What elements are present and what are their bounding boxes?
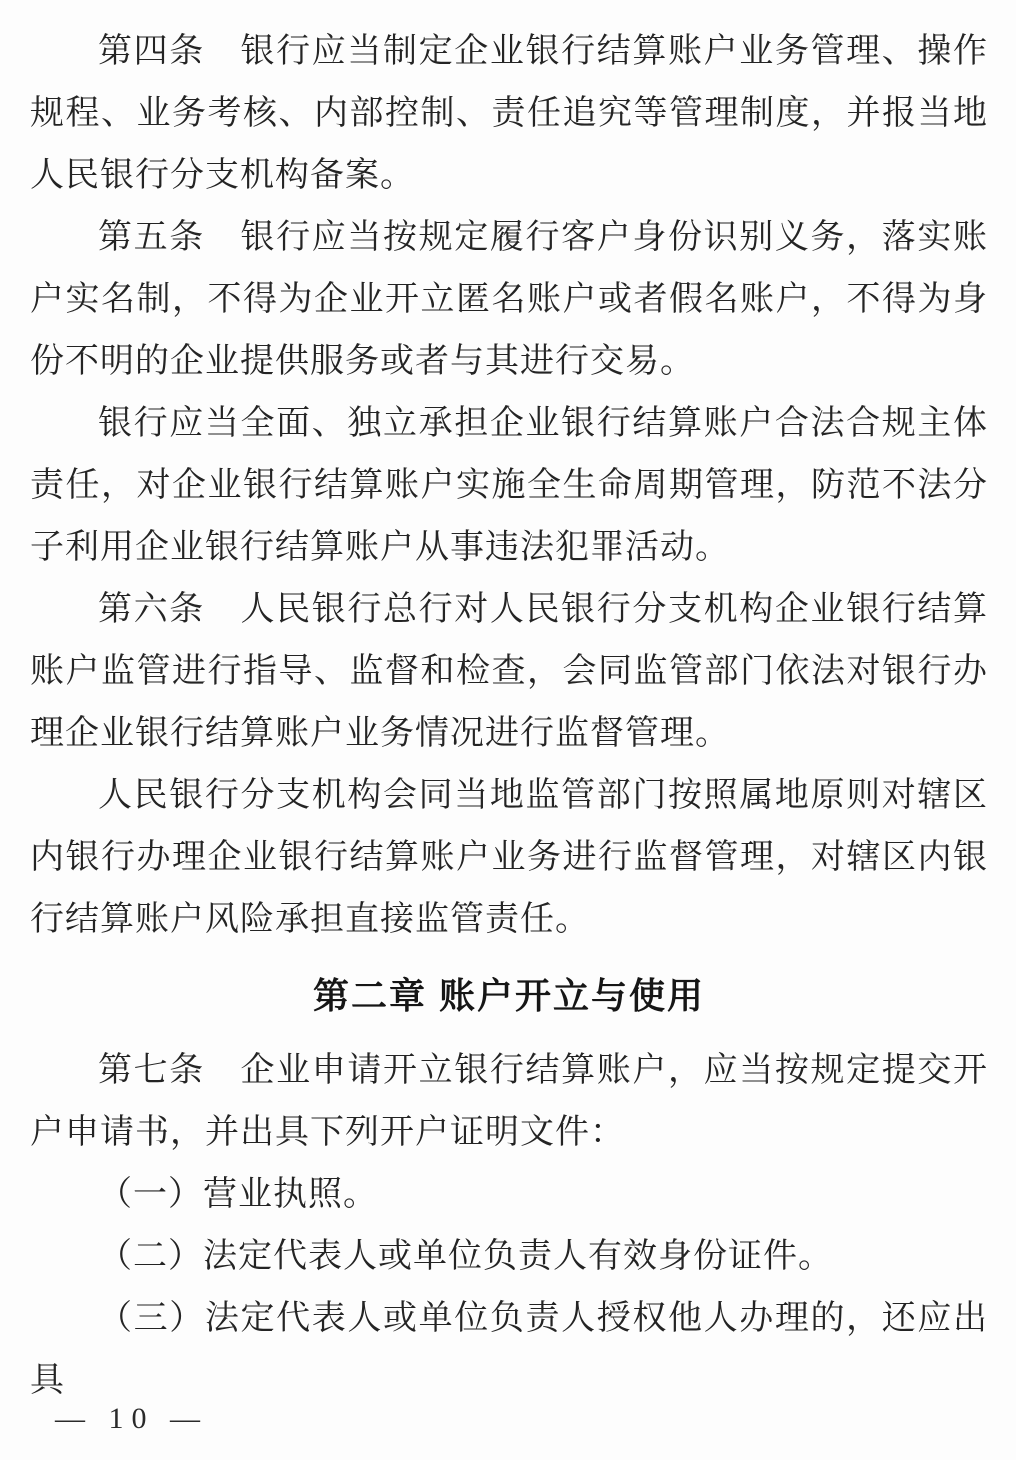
list-item-2: （二）法定代表人或单位负责人有效身份证件。 [98, 1238, 833, 1275]
list-item-1: （一）营业执照。 [98, 1176, 378, 1213]
paragraph-article-6: 第六条 人民银行总行对人民银行分支机构企业银行结算账户监管进行指导、监督和检查，会同监管部门依法对银行办理企业银行结算账户业务情况进行监督管理。 [30, 591, 988, 752]
paragraph-article-5-continued: 银行应当全面、独立承担企业银行结算账户合法合规主体责任，对企业银行结算账户实施全生命周期管理，防范不法分子利用企业银行结算账户从事违法犯罪活动。 [30, 405, 988, 566]
page-number: — 10 — [55, 1402, 208, 1435]
paragraph-article-4: 第四条 银行应当制定企业银行结算账户业务管理、操作规程、业务考核、内部控制、责任追究等管理制度，并报当地人民银行分支机构备案。 [30, 33, 988, 194]
document-body [30, 21, 988, 1412]
paragraph-article-5: 第五条 银行应当按规定履行客户身份识别义务，落实账户实名制，不得为企业开立匿名账户或者假名账户，不得为身份不明的企业提供服务或者与其进行交易。 [30, 219, 988, 380]
chapter-2-heading: 第二章 账户开立与使用 [312, 975, 705, 1016]
list-item-3: （三）法定代表人或单位负责人授权他人办理的，还应出具 [30, 1300, 988, 1399]
paragraph-article-7: 第七条 企业申请开立银行结算账户，应当按规定提交开户申请书，并出具下列开户证明文件： [30, 1052, 988, 1151]
paragraph-article-6-continued: 人民银行分支机构会同当地监管部门按照属地原则对辖区内银行办理企业银行结算账户业务进行监督管理，对辖区内银行结算账户风险承担直接监管责任。 [30, 777, 988, 938]
